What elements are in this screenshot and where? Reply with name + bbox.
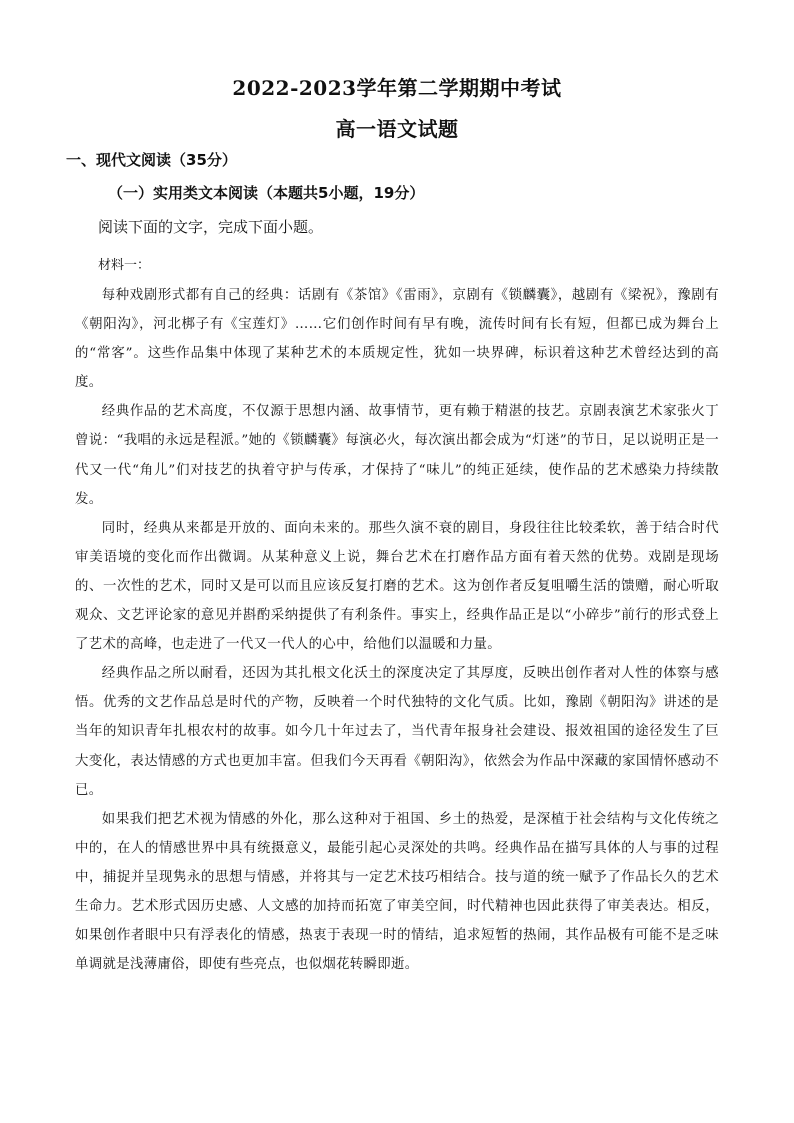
paragraph: 经典作品的艺术高度，不仅源于思想内涵、故事情节，更有赖于精湛的技艺。京剧表演艺术家张火丁曾说：“我唱的永远是程派。”她的《锁麟囊》每演必火，每次演出都会成为“灯迷”的节日，足以说明正是一代又一代“角儿”们对技艺的执着守护与传承，才保持了“味儿”的纯正延续，使作品的艺术感染力持续散发。 (75, 404, 719, 507)
reading-instruction: 阅读下面的文字，完成下面小题。 (98, 218, 324, 236)
passage-body (75, 281, 719, 979)
subsection-heading: （一）实用类文本阅读（本题共5小题，19分） (108, 184, 425, 202)
exam-subtitle: 高一语文试题 (335, 117, 459, 141)
paragraph: 同时，经典从来都是开放的、面向未来的。那些久演不衰的剧目，身段往往比较柔软，善于结合时代审美语境的变化而作出微调。从某种意义上说，舞台艺术在打磨作品方面有着天然的优势。戏剧是现场的、一次性的艺术，同时又是可以而且应该反复打磨的艺术。这为创作者反复咀嚼生活的馈赠，耐心听取观众、文艺评论家的意见并斟酌采纳提供了有利条件。事实上，经典作品正是以“小碎步”前行的形式登上了艺术的高峰，也走进了一代又一代人的心中，给他们以温暖和力量。 (75, 520, 719, 653)
paragraph: 经典作品之所以耐看，还因为其扎根文化沃土的深度决定了其厚度，反映出创作者对人性的体察与感悟。优秀的文艺作品总是时代的产物，反映着一个时代独特的文化气质。比如，豫剧《朝阳沟》讲述的是当年的知识青年扎根农村的故事。如今几十年过去了，当代青年报身社会建设、报效祖国的途径发生了巨大变化，表达情感的方式也更加丰富。但我们今天再看《朝阳沟》，依然会为作品中深藏的家国情怀感动不已。 (75, 666, 719, 798)
paragraph: 如果我们把艺术视为情感的外化，那么这种对于祖国、乡土的热爱，是深植于社会结构与文化传统之中的，在人的情感世界中具有统摄意义，最能引起心灵深处的共鸣。经典作品在描写具体的人与事的过程中，捕捉并呈现隽永的思想与情感，并将其与一定艺术技巧相结合。技与道的统一赋予了作品长久的艺术生命力。艺术形式因历史感、人文感的加持而拓宽了审美空间，时代精神也因此获得了审美表达。相反，如果创作者眼中只有浮表化的情感，热衷于表现一时的情结，追求短暂的热闹，其作品极有可能不是乏味单调就是浅薄庸俗，即使有些亮点，也似烟花转瞬即逝。 (75, 811, 719, 973)
section-heading: 一、现代文阅读（35分） (66, 151, 237, 169)
exam-title: 2022-2023学年第二学期期中考试 (232, 76, 562, 100)
paragraph: 每种戏剧形式都有自己的经典：话剧有《茶馆》《雷雨》，京剧有《锁麟囊》，越剧有《梁祝》，豫剧有《朝阳沟》，河北梆子有《宝莲灯》……它们创作时间有早有晚，流传时间有长有短，但都已成为舞台上的“常客”。这些作品集中体现了某种艺术的本质规定性，犹如一块界碑，标识着这种艺术曾经达到的高度。 (75, 288, 719, 391)
material-label: 材料一： (98, 258, 151, 273)
